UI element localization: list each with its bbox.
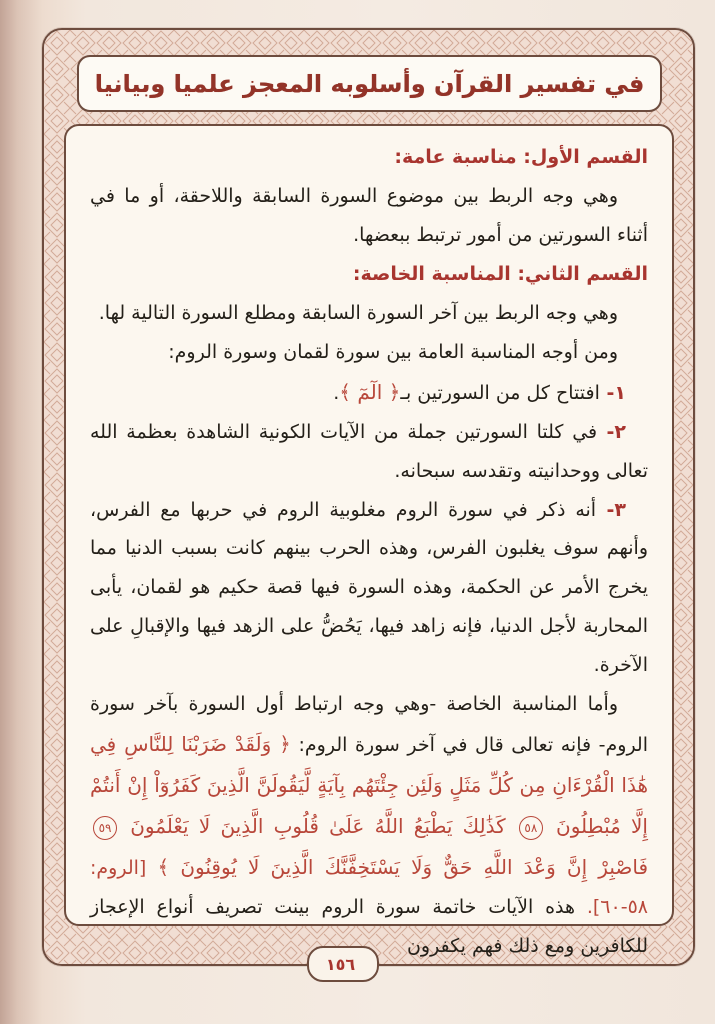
- page-number: ١٥٦: [325, 954, 356, 974]
- item-1-text: افتتاح كل من السورتين بـ: [400, 381, 600, 404]
- ayah-number-59: ٥٩: [93, 816, 117, 840]
- quran-verse-58: ﴿ وَلَقَدْ ضَرَبْنَا لِلنَّاسِ فِي هَٰذَا الْقُرْءَانِ مِن كُلِّ مَثَلٍ وَلَئِن جِئْتَهُم بِآيَةٍ لَّيَقُولَنَّ الَّذِينَ كَفَرُوٓاْ إِنْ أَنتُمْ إِلَّا مُبْطِلُونَ: [90, 732, 648, 839]
- title-banner: [77, 55, 662, 112]
- item-1-period: .: [333, 381, 340, 404]
- paragraph-special-link: وهي وجه الربط بين آخر السورة السابقة ومطلع السورة التالية لها.: [98, 301, 618, 324]
- closing-outro: هذه الآيات خاتمة سورة الروم بينت تصريف أنواع الإعجاز للكافرين ومع ذلك فهم يكفرون: [90, 896, 648, 958]
- decorative-page-frame: [42, 28, 695, 966]
- list-item-3: [90, 491, 648, 686]
- item-3-number: ٣-: [596, 498, 626, 521]
- paragraph-general-link: وهي وجه الربط بين موضوع السورة السابقة واللاحقة، أو ما في أثناء السورتين من أمور ترتبط ببعضها.: [90, 184, 648, 246]
- list-item-2: [90, 413, 648, 491]
- quran-alif-lam-mim: ﴿ الٓمٓ ﴾: [339, 379, 401, 404]
- content-box: [64, 124, 674, 958]
- item-3-text: أنه ذكر في سورة الروم مغلوبية الروم في حربها مع الفرس، وأنهم سوف يغلبون الفرس، وهذه الحرب بينهم كانت بسبب الدنيا مما يخرج الأمر عن الحكمة، وهذه السورة فيها قصة حكيم هو لقمان، يأبى المحاربة لأجل الدنيا، فإنه زاهد فيها، يَحُضُّ على الزهد فيها والإقبالِ على الآخرة.: [90, 498, 648, 677]
- item-2-text: في كلتا السورتين جملة من الآيات الكونية الشاهدة بعظمة الله تعالى ووحدانيته وتقدسه سبحانه.: [90, 420, 648, 482]
- ayah-number-58: ٥٨: [519, 816, 543, 840]
- paragraph-list-intro: ومن أوجه المناسبة العامة بين سورة لقمان وسورة الروم:: [168, 340, 618, 363]
- quran-verse-60: فَاصْبِرْ إِنَّ وَعْدَ اللَّهِ حَقٌّ وَلَا يَسْتَخِفَّنَّكَ الَّذِينَ لَا يُوقِنُونَ ﴾: [146, 855, 648, 880]
- book-title: في تفسير القرآن وأسلوبه المعجز علميا وبيانيا: [94, 69, 645, 98]
- section-heading-2: القسم الثاني: المناسبة الخاصة:: [352, 262, 648, 285]
- item-1-number: ١-: [599, 381, 626, 404]
- list-item-1: [90, 372, 648, 413]
- page-number-badge: [307, 946, 379, 982]
- closing-paragraph: [90, 685, 648, 966]
- section-heading-1: القسم الأول: مناسبة عامة:: [394, 146, 648, 168]
- verse-reference: [الروم: ٥٨-٦٠].: [90, 857, 648, 919]
- quran-verse-59: كَذَٰلِكَ يَطْبَعُ اللَّهُ عَلَىٰ قُلُوبِ الَّذِينَ لَا يَعْلَمُونَ: [120, 814, 516, 839]
- item-2-number: ٢-: [597, 420, 626, 443]
- closing-intro: وأما المناسبة الخاصة -وهي وجه ارتباط أول السورة بآخر سورة الروم- فإنه تعالى قال في آخر سورة الروم:: [90, 693, 648, 757]
